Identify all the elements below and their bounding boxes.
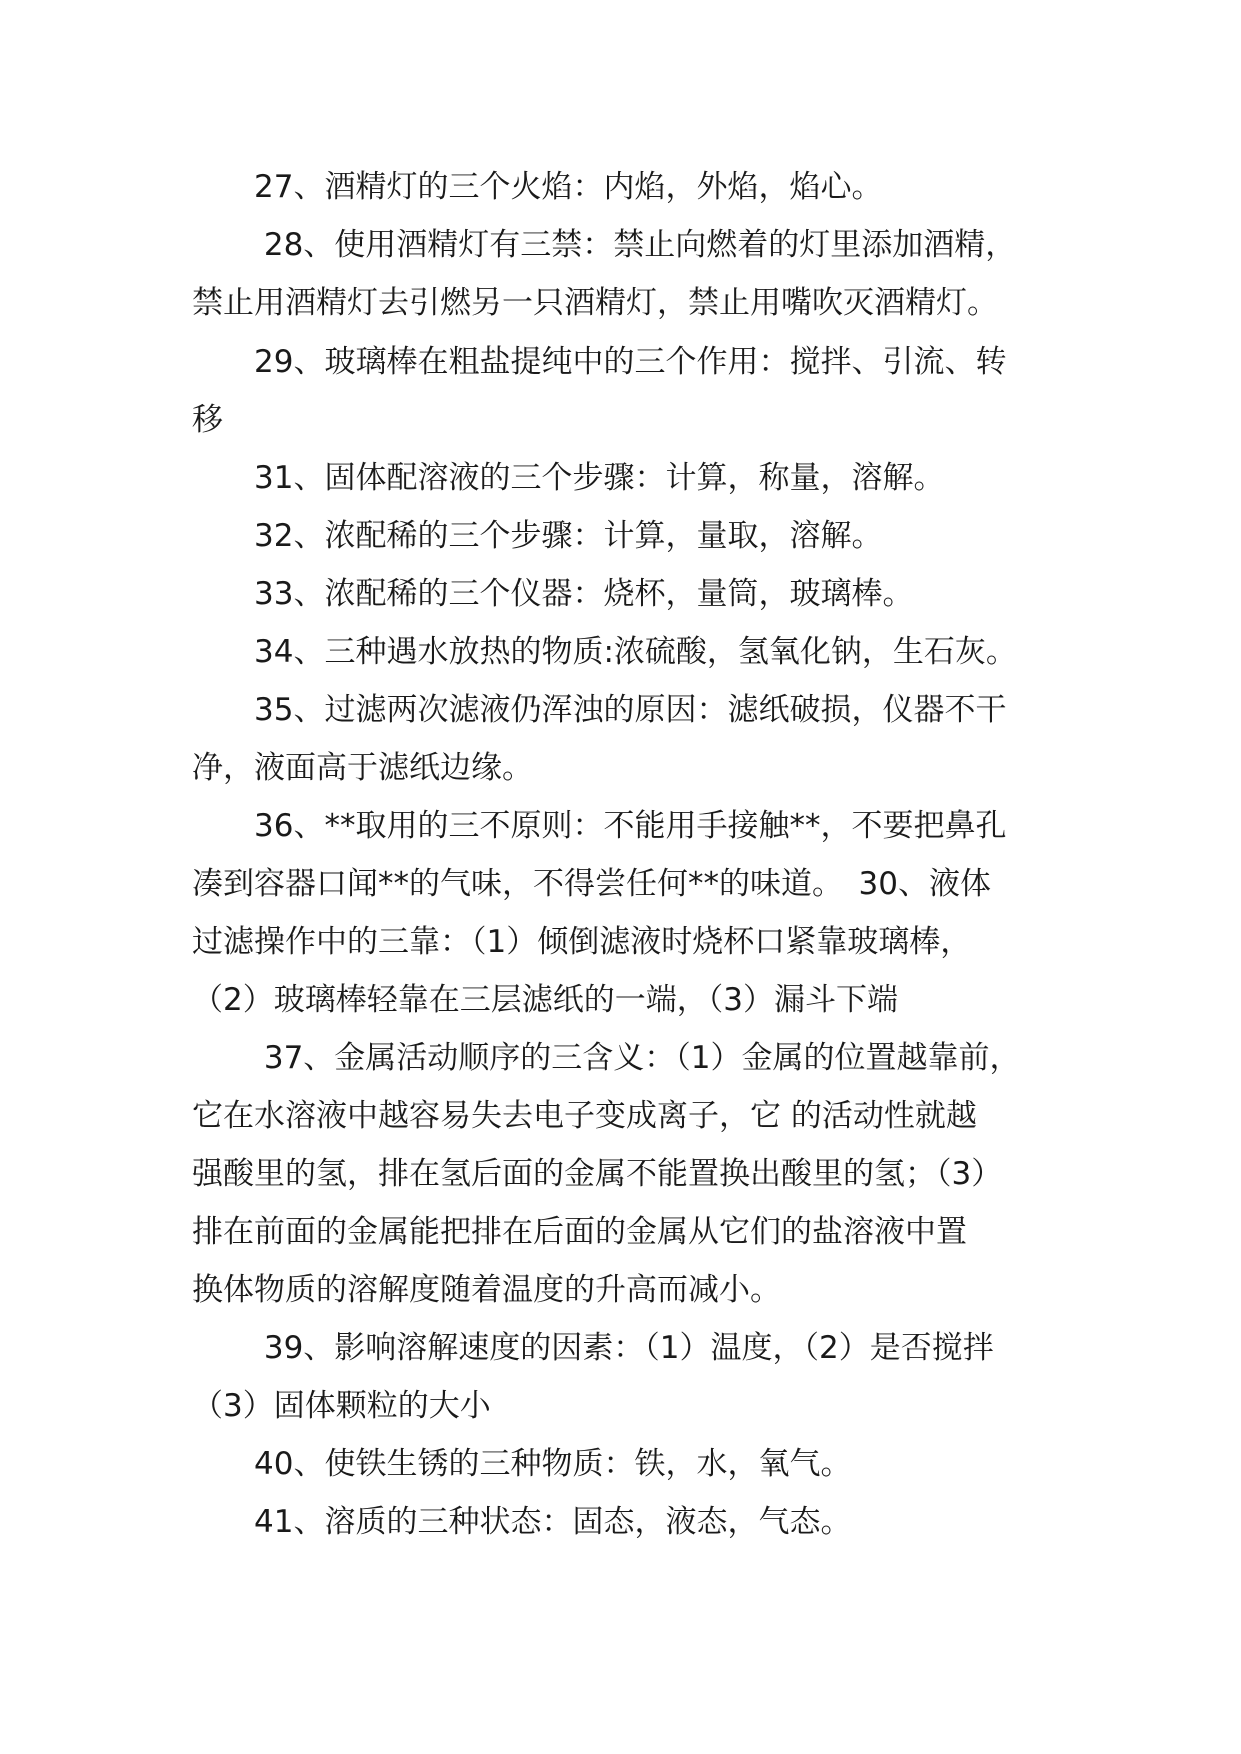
text-line: （3）固体颗粒的大小 (192, 1388, 491, 1424)
text-line: 35、过滤两次滤液仍浑浊的原因：滤纸破损，仪器不干 (192, 692, 1007, 728)
text-line: 31、固体配溶液的三个步骤：计算，称量，溶解。 (192, 460, 945, 496)
text-line: 34、三种遇水放热的物质:浓硫酸，氢氧化钠，生石灰。 (192, 634, 1017, 670)
text-line: 移 (192, 402, 223, 438)
text-line: 净，液面高于滤纸边缘。 (192, 750, 533, 786)
text-line: 29、玻璃棒在粗盐提纯中的三个作用：搅拌、引流、转 (192, 344, 1007, 380)
text-line: 排在前面的金属能把排在后面的金属从它们的盐溶液中置 (192, 1214, 967, 1250)
text-line: 凑到容器口闻**的气味，不得尝任何**的味道。 30、液体 (192, 866, 991, 902)
text-line: 37、金属活动顺序的三含义：（1）金属的位置越靠前， (192, 1040, 1021, 1076)
text-line: （2）玻璃棒轻靠在三层滤纸的一端，（3）漏斗下端 (192, 982, 898, 1018)
text-line: 过滤操作中的三靠：（1）倾倒滤液时烧杯口紧靠玻璃棒， (192, 924, 972, 960)
text-line: 32、浓配稀的三个步骤：计算，量取，溶解。 (192, 518, 883, 554)
text-line: 40、使铁生锈的三种物质：铁，水，氧气。 (192, 1446, 852, 1482)
text-line: 禁止用酒精灯去引燃另一只酒精灯，禁止用嘴吹灭酒精灯。 (192, 285, 998, 321)
text-line: 39、影响溶解速度的因素：（1）温度，（2）是否搅拌 (192, 1330, 994, 1366)
text-line: 换体物质的溶解度随着温度的升高而减小。 (192, 1272, 781, 1308)
text-line: 它在水溶液中越容易失去电子变成离子，它 的活动性就越 (192, 1098, 977, 1134)
text-line: 36、**取用的三不原则：不能用手接触**，不要把鼻孔 (192, 808, 1007, 844)
text-line: 41、溶质的三种状态：固态，液态，气态。 (192, 1504, 852, 1540)
text-line: 强酸里的氢，排在氢后面的金属不能置换出酸里的氢；（3） (192, 1156, 1003, 1192)
text-line: 27、酒精灯的三个火焰：内焰，外焰，焰心。 (192, 169, 883, 205)
text-line: 28、使用酒精灯有三禁：禁止向燃着的灯里添加酒精， (192, 227, 1017, 263)
text-line: 33、浓配稀的三个仪器：烧杯，量筒，玻璃棒。 (192, 576, 914, 612)
